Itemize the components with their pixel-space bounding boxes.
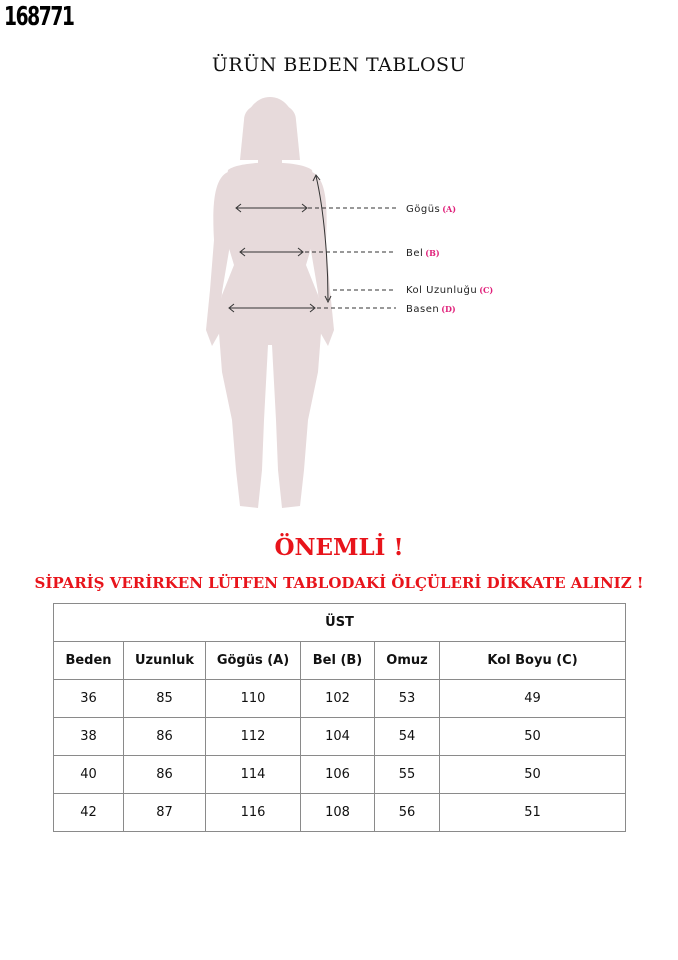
svg-text:Kol Uzunluğu(C)	[406, 284, 493, 296]
table-cell: 51	[440, 794, 626, 832]
product-code: 168771	[4, 2, 74, 32]
table-row	[54, 756, 626, 794]
table-cell: 110	[206, 680, 301, 718]
label-chest: Gögüs	[406, 204, 441, 215]
letter-sleeve: (C)	[479, 285, 494, 295]
table-cell: 40	[54, 756, 124, 794]
table-row	[54, 680, 626, 718]
table-cell: 116	[206, 794, 301, 832]
table-cell: 55	[375, 756, 440, 794]
table-cell: 42	[54, 794, 124, 832]
table-cell: 50	[440, 756, 626, 794]
table-cell: 53	[375, 680, 440, 718]
svg-text:Bel(B)	[406, 248, 440, 259]
table-group-header: ÜST	[54, 604, 626, 642]
table-cell: 114	[206, 756, 301, 794]
table-cell: 85	[124, 680, 206, 718]
table-header-row	[54, 642, 626, 680]
label-hip: Basen	[406, 304, 440, 315]
column-header: Gögüs (A)	[206, 642, 301, 680]
table-cell: 112	[206, 718, 301, 756]
column-header: Bel (B)	[301, 642, 375, 680]
letter-waist: (B)	[425, 248, 440, 258]
table-group-row	[54, 604, 626, 642]
column-header: Kol Boyu (C)	[440, 642, 626, 680]
column-header: Omuz	[375, 642, 440, 680]
column-header: Uzunluk	[124, 642, 206, 680]
svg-text:Basen(D)	[406, 304, 456, 315]
warning-text: SİPARİŞ VERİRKEN LÜTFEN TABLODAKİ ÖLÇÜLERİ DİKKATE ALINIZ !	[34, 574, 644, 592]
letter-hip: (D)	[441, 304, 456, 314]
column-header: Beden	[54, 642, 124, 680]
table-row	[54, 794, 626, 832]
table-cell: 86	[124, 756, 206, 794]
important-heading: ÖNEMLİ !	[274, 534, 404, 561]
silhouette	[206, 97, 334, 508]
label-waist: Bel	[406, 248, 424, 259]
table-cell: 102	[301, 680, 375, 718]
table-cell: 87	[124, 794, 206, 832]
table-cell: 50	[440, 718, 626, 756]
svg-text:Gögüs(A)	[406, 204, 456, 215]
table-cell: 108	[301, 794, 375, 832]
table-row	[54, 718, 626, 756]
table-cell: 36	[54, 680, 124, 718]
table-cell: 104	[301, 718, 375, 756]
label-sleeve: Kol Uzunluğu	[406, 285, 478, 296]
table-cell: 49	[440, 680, 626, 718]
measurement-labels	[406, 204, 493, 315]
table-cell: 38	[54, 718, 124, 756]
table-cell: 106	[301, 756, 375, 794]
letter-chest: (A)	[442, 204, 457, 214]
size-table	[53, 603, 626, 832]
table-cell: 86	[124, 718, 206, 756]
table-cell: 56	[375, 794, 440, 832]
page-title: ÜRÜN BEDEN TABLOSU	[211, 54, 467, 76]
table-cell: 54	[375, 718, 440, 756]
